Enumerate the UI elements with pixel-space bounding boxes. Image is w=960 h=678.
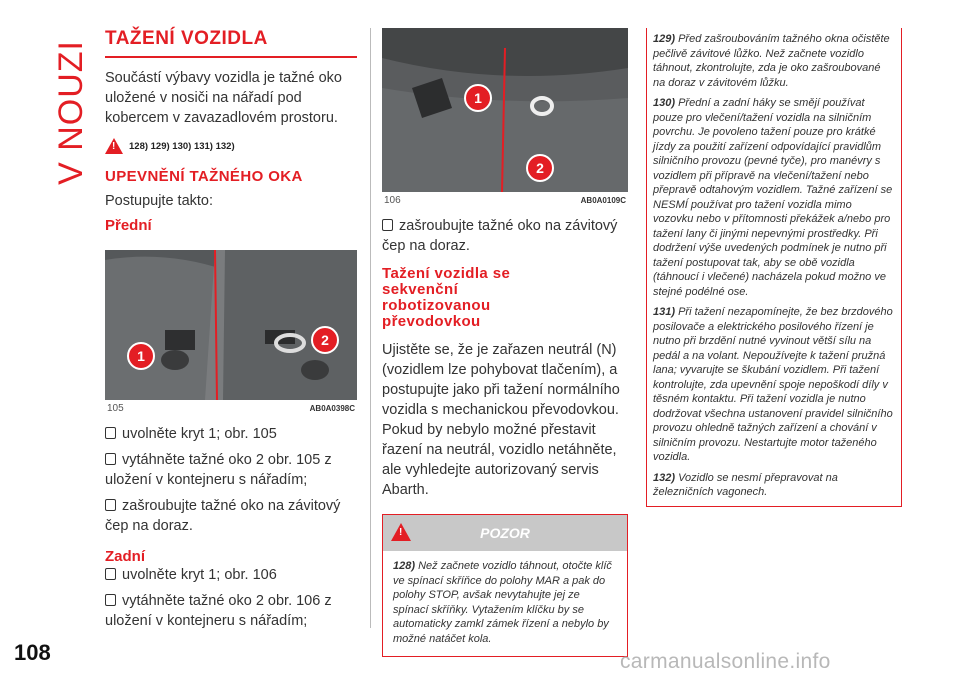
front-bumper-illustration xyxy=(105,250,357,400)
list-item: zašroubujte tažné oko na závitový čep na doraz. xyxy=(382,218,618,254)
note-text: Než začnete vozidlo táhnout, otočte klíč ve spínací skříňce do polohy MAR a pak do polohy STOP, avšak nevytahujte jej ze spínací skříňky. Vytažením klíčku by se automaticky zamkl zámek řízení a nebylo by možné natáčet kola. xyxy=(393,560,612,645)
warning-box-header xyxy=(383,515,627,551)
subsection-title: UPEVNĚNÍ TAŽNÉHO OKA xyxy=(105,168,303,185)
checkbox-bullet-icon xyxy=(105,427,116,439)
note-item: 129) Před zašroubováním tažného okna očistěte pečlivě závitové lůžko. Než začnete vozidlo táhnout, zkontrolujte, zda je oko zašroubované na doraz v závitovém lůžku. xyxy=(653,33,890,89)
figure-105-image xyxy=(105,250,357,400)
warning-box-title: POZOR xyxy=(480,525,530,541)
warning-box-body xyxy=(383,551,627,656)
checkbox-bullet-icon xyxy=(105,568,116,580)
column-divider xyxy=(370,28,371,628)
figure-105 xyxy=(105,250,357,414)
note-item: 132) Vozidlo se nesmí přepravovat na železničních vagonech. xyxy=(653,471,838,498)
section-side-tab: V NOUZI xyxy=(52,40,90,185)
watermark: carmanualsonline.info xyxy=(620,650,831,673)
intro-text: Součástí výbavy vozidla je tažné oko uložené v nosiči na nářadí pod kobercem v zavazadlovém prostoru. xyxy=(105,70,342,126)
checkbox-bullet-icon xyxy=(105,499,116,511)
checkbox-bullet-icon xyxy=(105,594,116,606)
note-item: 131) Při tažení nezapomínejte, že bez brzdového posilovače a elektrického posilového řízení je nutno při brzdění nutné vyvinout větší sílu na pedál a na volant. Nepoužívejte k tažení pružná lana; vyvarujte se škubání vozidlem. Při tažení kontrolujte, zda upevnění spoje nepoškodí díly v těsném kontaktu. Při tažení vozidla je nutno dodržovat všechna ustanovení pravidel silničního provozu ohledně tažných zařízení a chování v silničním provozu. Nestartujte motor taženého vozidla. xyxy=(653,306,893,463)
section-heading: Tažení vozidla se sekvenční robotizovanou převodovkou xyxy=(382,265,511,330)
callout-2-badge: 2 xyxy=(526,154,554,182)
list-item: vytáhněte tažné oko 2 obr. 105 z uložení v kontejneru s nářadím; xyxy=(105,452,332,488)
body-text: Ujistěte se, že je zařazen neutrál (N) (vozidlem lze pohybovat tlačením), a postupujte jako při tažení normálního vozidla s mechanickou převodovkou. Pokud by nebylo možné přestavit řazení na neutrál, vozidlo netáhněte, ale vyhledejte autorizovaný servis Abarth. xyxy=(382,342,620,498)
page-title: TAŽENÍ VOZIDLA xyxy=(105,28,357,58)
figure-number: 105 xyxy=(107,403,124,414)
warning-triangle-icon: ! xyxy=(105,138,123,154)
column-2 xyxy=(382,28,628,657)
lead-text: Postupujte takto: xyxy=(105,193,214,209)
figure-106-image xyxy=(382,28,628,192)
list-item: vytáhněte tažné oko 2 obr. 106 z uložení v kontejneru s nářadím; xyxy=(105,593,332,629)
warning-notes-box xyxy=(646,28,902,507)
rear-bumper-illustration xyxy=(382,28,628,192)
callout-2-badge: 2 xyxy=(311,326,339,354)
note-number: 128) xyxy=(393,560,416,572)
list-item: uvolněte kryt 1; obr. 106 xyxy=(105,565,357,585)
rear-heading: Zadní xyxy=(105,548,145,565)
list-item: zašroubujte tažné oko na závitový čep na doraz. xyxy=(105,498,341,534)
callout-1-badge: 1 xyxy=(127,342,155,370)
front-steps-list xyxy=(105,424,357,536)
figure-106 xyxy=(382,28,628,206)
warning-refs-text: 128) 129) 130) 131) 132) xyxy=(129,140,235,152)
figure-106-caption xyxy=(382,192,628,206)
note-item: 130) Přední a zadní háky se smějí používat pouze pro vlečení/tažení vozidla na silničním povrchu. Je povoleno tažení pouze pro krátké jízdy za použití zařízení odpovídající pravidlům silničního provozu (pevné tyče), pro manévry s vozidlem při přípravě na vlečení/tažení nebo přepravě odtahovým vozidlem. Tažné zařízení se NESMÍ používat pro tažení vozidla mimo vozovku nebo v přítomnosti překážek a/nebo pro tažení lany či jinými nepevnými prostředky. Při dodržení výše uvedených podmínek je nutno při tažení postupovat tak, aby se obě vozidla (táhnoucí i vlečené) nacházela pokud možno ve stejné podélné ose. xyxy=(653,97,893,298)
warning-triangle-icon: ! xyxy=(391,523,411,541)
warning-box xyxy=(382,514,628,657)
column-3 xyxy=(646,28,902,507)
figure-code: AB0A0109C xyxy=(580,196,626,205)
figure-105-caption xyxy=(105,400,357,414)
front-heading: Přední xyxy=(105,217,152,234)
callout-1-badge: 1 xyxy=(464,84,492,112)
column-1 xyxy=(105,28,357,631)
warning-refs xyxy=(105,138,357,154)
checkbox-bullet-icon xyxy=(382,219,393,231)
page-number: 108 xyxy=(14,640,51,665)
figure-code: AB0A0398C xyxy=(309,404,355,413)
checkbox-bullet-icon xyxy=(105,453,116,465)
rear-steps-list xyxy=(105,565,357,631)
figure-number: 106 xyxy=(384,195,401,206)
list-item: uvolněte kryt 1; obr. 105 xyxy=(105,424,357,444)
